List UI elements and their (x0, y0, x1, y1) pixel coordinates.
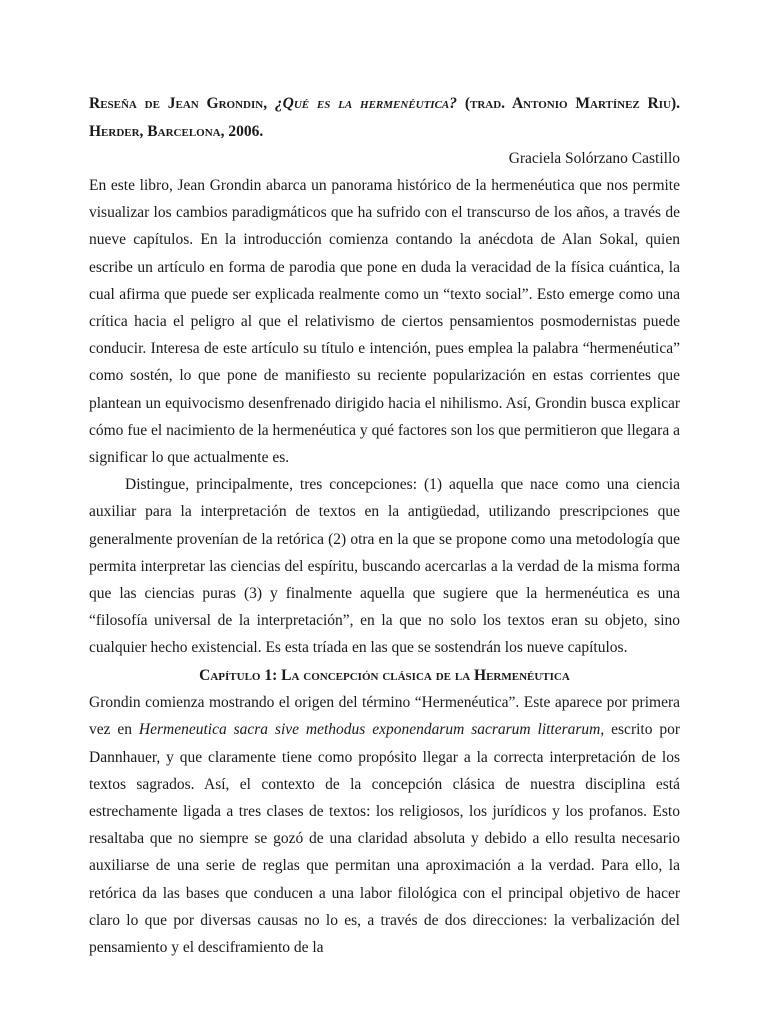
title-part-2: (trad. Antonio Martínez Riu). Herder, Barcelona, 2006. (89, 95, 680, 140)
chapter-heading: Capítulo 1: La concepción clásica de la Hermenéutica (199, 666, 570, 684)
paragraph-conceptions: Distingue, principalmente, tres concepciones: (1) aquella que nace como una ciencia auxiliar para la interpretación de textos en la antigüedad, utilizando prescripciones que generalmente provenían de la retórica (2) otra en la que se propone como una metodología que permita interpretar las ciencias del espíritu, buscando acercarlas a la verdad de la misma forma que las ciencias puras (3) y finalmente aquella que sugiere que la hermenéutica es una “filosofía universal de la interpretación”, en la que no solo los textos eran su objeto, sino cualquier hecho existencial. Es esta tríada en las que se sostendrán los nueve capítulos. (89, 476, 680, 657)
paragraph-intro: En este libro, Jean Grondin abarca un panorama histórico de la hermenéutica que nos permite visualizar los cambios paradigmáticos que ha sufrido con el transcurso de los años, a través de nueve capítulos. En la introducción comienza contando la anécdota de Alan Sokal, quien escribe un artículo en forma de parodia que pone en duda la veracidad de la física cuántica, la cual afirma que puede ser explicada realmente como un “texto social”. Esto emerge como una crítica hacia el peligro al que el relativismo de ciertos pensamientos posmodernistas puede conducir. Interesa de este artículo su título e intención, pues emplea la palabra “hermenéutica” como sostén, lo que pone de manifiesto su reciente popularización en estas corrientes que plantean un equivocismo desenfrenado dirigido hacia el nihilismo. Así, Grondin busca explicar cómo fue el nacimiento de la hermenéutica y qué factores son los que permitieron que llegara a significar lo que actualmente es. (89, 177, 680, 467)
title-book-name: ¿Qué es la hermenéutica? (274, 95, 458, 112)
paragraph-chapter-1-book-title: Hermeneutica sacra sive methodus exponendarum sacrarum litterarum (138, 721, 601, 739)
paragraph-chapter-1-end: , escrito por Dannhauer, y que claramente tiene como propósito llegar a la correcta interpretación de los textos sagrados. Así, el contexto de la concepción clásica de nuestra disciplina está estrechamente ligada a tres clases de textos: los religiosos, los jurídicos y los profanos. Esto resaltaba que no siempre se gozó de una claridad absoluta y debido a ello resulta necesario auxiliarse de una serie de reglas que permitan una aproximación a la verdad. Para ello, la retórica da las bases que conducen a una labor filológica con el principal objetivo de hacer claro lo que por diversas causas no lo es, a través de dos direcciones: la verbalización del pensamiento y el desciframiento de la (89, 721, 681, 956)
document-body (89, 90, 680, 961)
author-name: Graciela Solórzano Castillo (508, 150, 680, 167)
title-part-1: Reseña de Jean Grondin, (89, 95, 275, 112)
paragraph-chapter-1 (89, 689, 680, 961)
paragraph-chapter-1-start: Grondin comienza mostrando el origen del término “Hermenéutica”. Este aparece por primera vez en (89, 694, 680, 739)
document-title (89, 90, 680, 146)
